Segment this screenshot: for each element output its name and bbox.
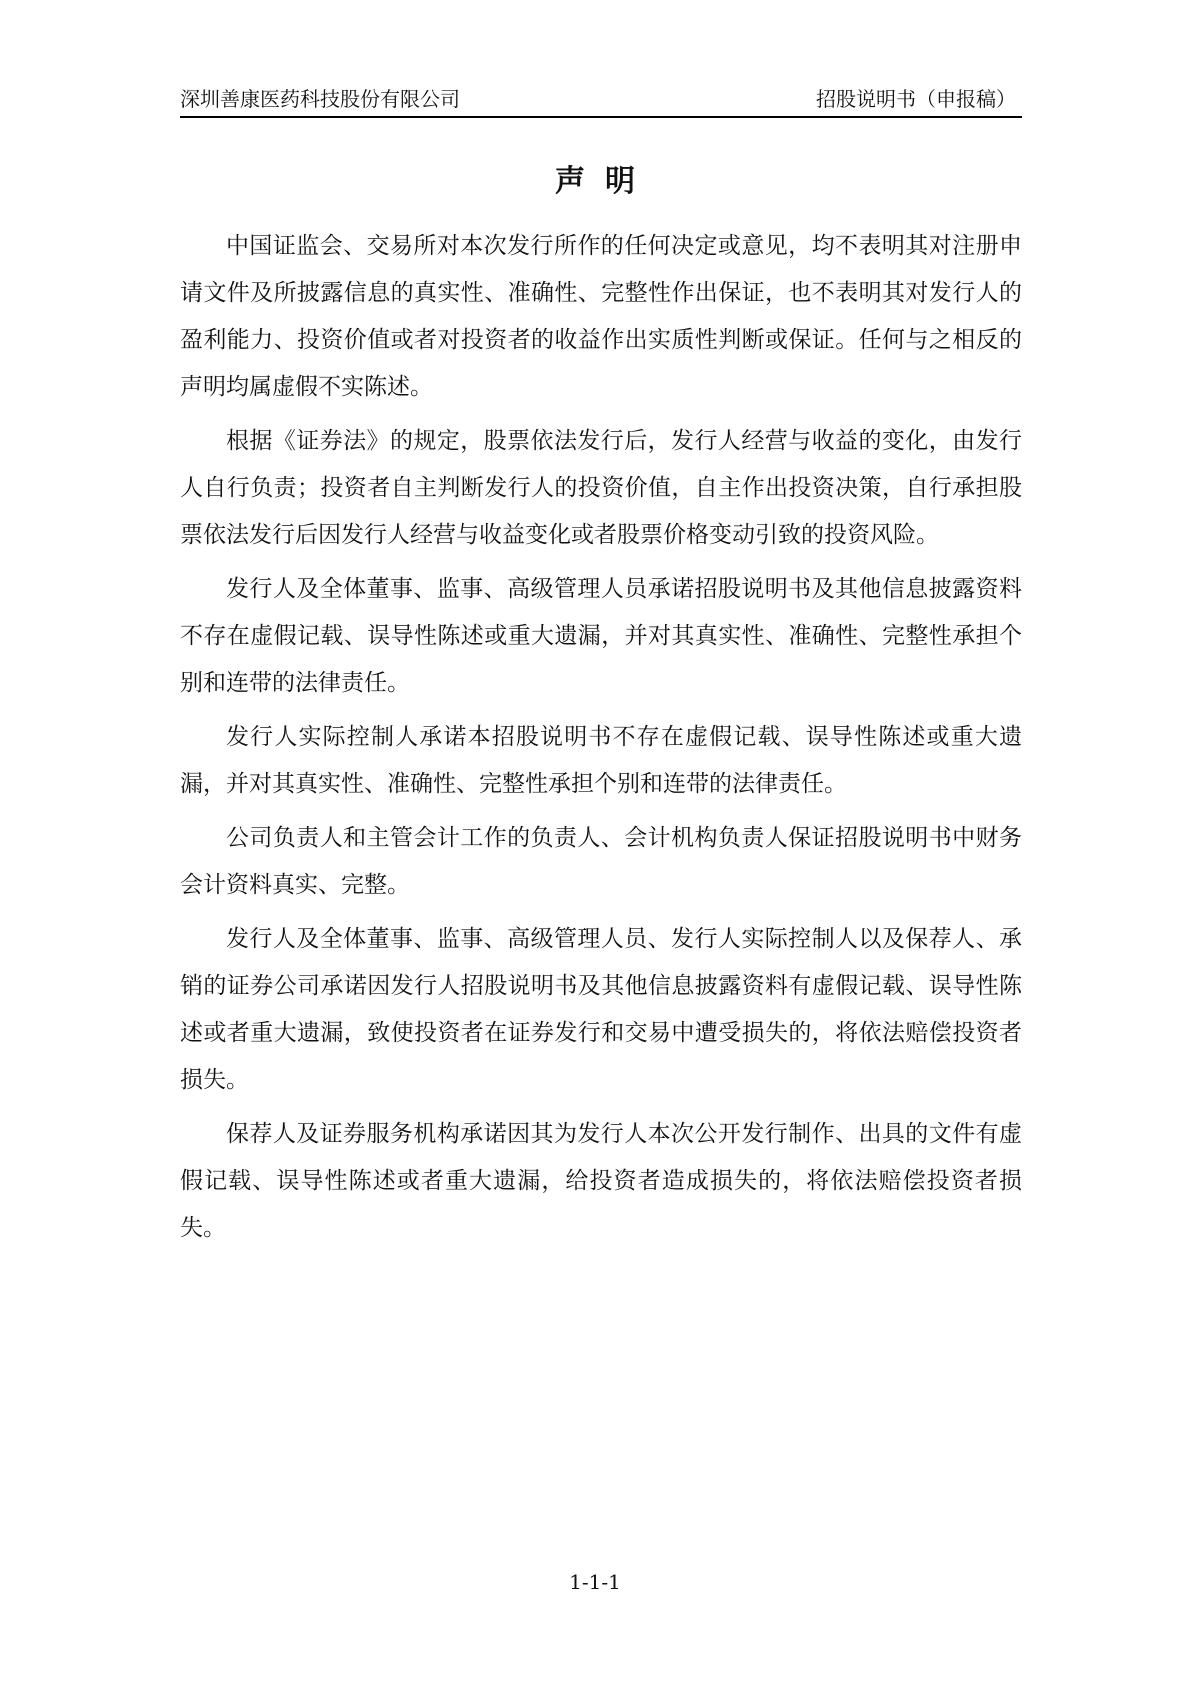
page-title: 声明 <box>555 164 655 199</box>
page-header <box>180 82 1022 118</box>
paragraph-securities-law: 根据《证券法》的规定，股票依法发行后，发行人经营与收益的变化，由发行人自行负责；投资者自主判断发行人的投资价值，自主作出投资决策，自行承担股票依法发行后因发行人经营与收益变化或者股票价格变动引致的投资风险。 <box>180 428 1022 548</box>
paragraph-csrc-disclaimer: 中国证监会、交易所对本次发行所作的任何决定或意见，均不表明其对注册申请文件及所披露信息的真实性、准确性、完整性作出保证，也不表明其对发行人的盈利能力、投资价值或者对投资者的收益作出实质性判断或保证。任何与之相反的声明均属虚假不实陈述。 <box>180 233 1022 400</box>
paragraph-controller-commitment: 发行人实际控制人承诺本招股说明书不存在虚假记载、误导性陈述或重大遗漏，并对其真实性、准确性、完整性承担个别和连带的法律责任。 <box>180 724 1022 797</box>
document-type: 招股说明书（申报稿） <box>816 87 1016 111</box>
paragraph-compensation-commitment: 发行人及全体董事、监事、高级管理人员、发行人实际控制人以及保荐人、承销的证券公司承诺因发行人招股说明书及其他信息披露资料有虚假记载、误导性陈述或者重大遗漏，致使投资者在证券发行和交易中遭受损失的，将依法赔偿投资者损失。 <box>180 926 1022 1093</box>
page-number: 1-1-1 <box>569 1570 621 1594</box>
paragraph-directors-commitment: 发行人及全体董事、监事、高级管理人员承诺招股说明书及其他信息披露资料不存在虚假记载、误导性陈述或重大遗漏，并对其真实性、准确性、完整性承担个别和连带的法律责任。 <box>180 576 1022 696</box>
paragraph-financial-guarantee: 公司负责人和主管会计工作的负责人、会计机构负责人保证招股说明书中财务会计资料真实、完整。 <box>180 825 1022 898</box>
company-name: 深圳善康医药科技股份有限公司 <box>180 87 460 111</box>
paragraph-sponsor-commitment: 保荐人及证券服务机构承诺因其为发行人本次公开发行制作、出具的文件有虚假记载、误导性陈述或者重大遗漏，给投资者造成损失的，将依法赔偿投资者损失。 <box>180 1121 1022 1241</box>
declaration-body <box>180 223 1022 1259</box>
